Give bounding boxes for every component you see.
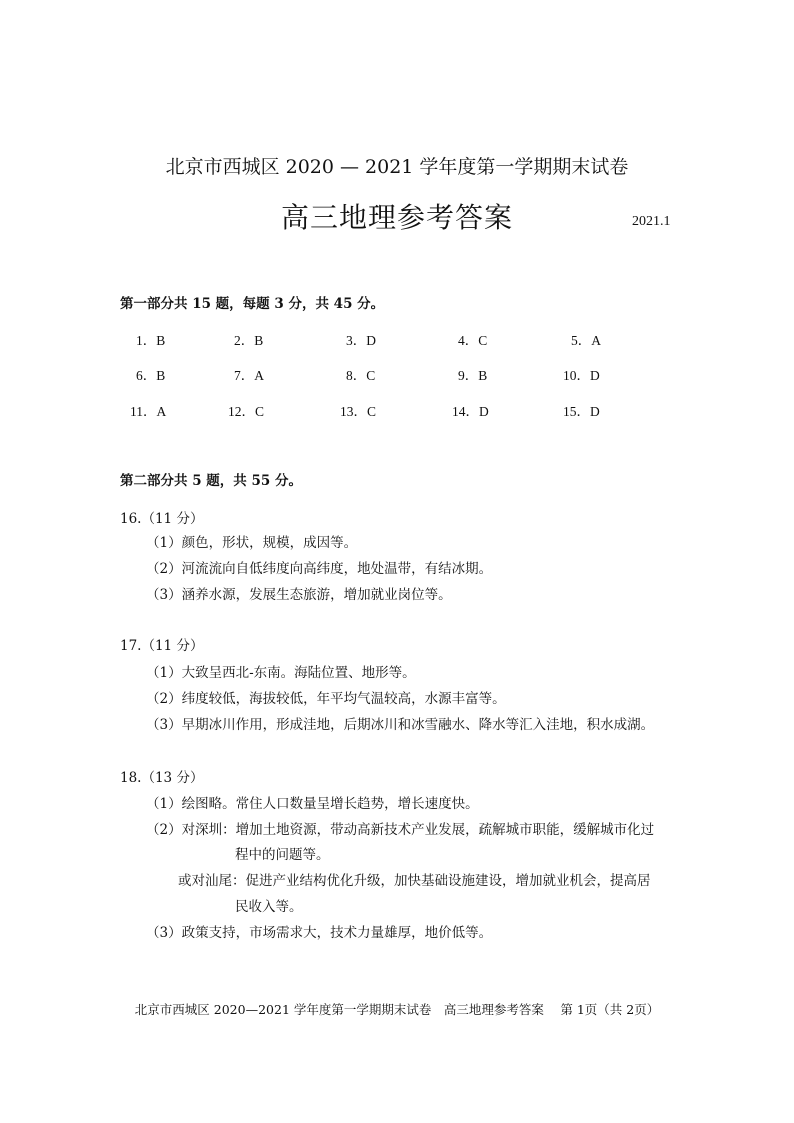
q18-answer-2-line2: 程中的问题等。 <box>235 847 330 863</box>
answer-item: 13．C <box>340 404 377 419</box>
answer-item: 3．D <box>346 333 376 348</box>
q18-answer-2-alt-line1: 或对汕尾：促进产业结构优化升级，加快基础设施建设，增加就业机会，提高居 <box>178 873 651 889</box>
answer-item: 14．D <box>452 404 489 419</box>
answer-item: 10．D <box>563 368 600 383</box>
q16-answer-1: （1）颜色，形状，规模，成因等。 <box>146 535 358 551</box>
part1-heading: 第一部分共 15 题，每题 3 分，共 45 分。 <box>120 296 385 312</box>
q18-answer-2-alt-line2: 民收入等。 <box>235 899 303 915</box>
exam-date: 2021.1 <box>632 214 671 229</box>
q17-label: 17.（11 分） <box>120 638 204 654</box>
q18-answer-2-line1: （2）对深圳：增加土地资源，带动高新技术产业发展，疏解城市职能，缓解城市化过 <box>146 822 655 838</box>
q18-answer-1: （1）绘图略。常住人口数量呈增长趋势，增长速度快。 <box>146 796 479 812</box>
part2-heading: 第二部分共 5 题，共 55 分。 <box>120 473 302 489</box>
answer-item: 7．A <box>234 368 264 383</box>
exam-header: 北京市西城区 2020 — 2021 学年度第一学期期末试卷 <box>165 156 629 178</box>
page-title: 高三地理参考答案 <box>280 201 513 234</box>
answer-item: 9．B <box>458 368 488 383</box>
answer-item: 5．A <box>571 333 601 348</box>
answer-item: 11．A <box>130 404 167 419</box>
q18-answer-3: （3）政策支持，市场需求大，技术力量雄厚，地价低等。 <box>146 925 493 941</box>
q16-answer-3: （3）涵养水源，发展生态旅游，增加就业岗位等。 <box>146 587 452 603</box>
answer-item: 6．B <box>136 368 166 383</box>
q17-answer-2: （2）纬度较低，海拔较低，年平均气温较高，水源丰富等。 <box>146 691 506 707</box>
q18-label: 18.（13 分） <box>120 770 204 786</box>
q17-answer-1: （1）大致呈西北-东南。海陆位置、地形等。 <box>146 665 416 681</box>
q16-answer-2: （2）河流流向自低纬度向高纬度，地处温带，有结冰期。 <box>146 561 493 577</box>
answer-item: 8．C <box>346 368 376 383</box>
answer-item: 4．C <box>458 333 488 348</box>
q16-label: 16.（11 分） <box>120 511 204 527</box>
answer-item: 1．B <box>136 333 166 348</box>
q17-answer-3: （3）早期冰川作用，形成洼地，后期冰川和冰雪融水、降水等汇入洼地，积水成湖。 <box>146 717 655 733</box>
answer-item: 15．D <box>563 404 600 419</box>
answer-item: 2．B <box>234 333 264 348</box>
answer-item: 12．C <box>228 404 265 419</box>
page-footer: 北京市西城区 2020—2021 学年度第一学期期末试卷 高三地理参考答案 第 1页（共 2页） <box>134 1002 660 1017</box>
